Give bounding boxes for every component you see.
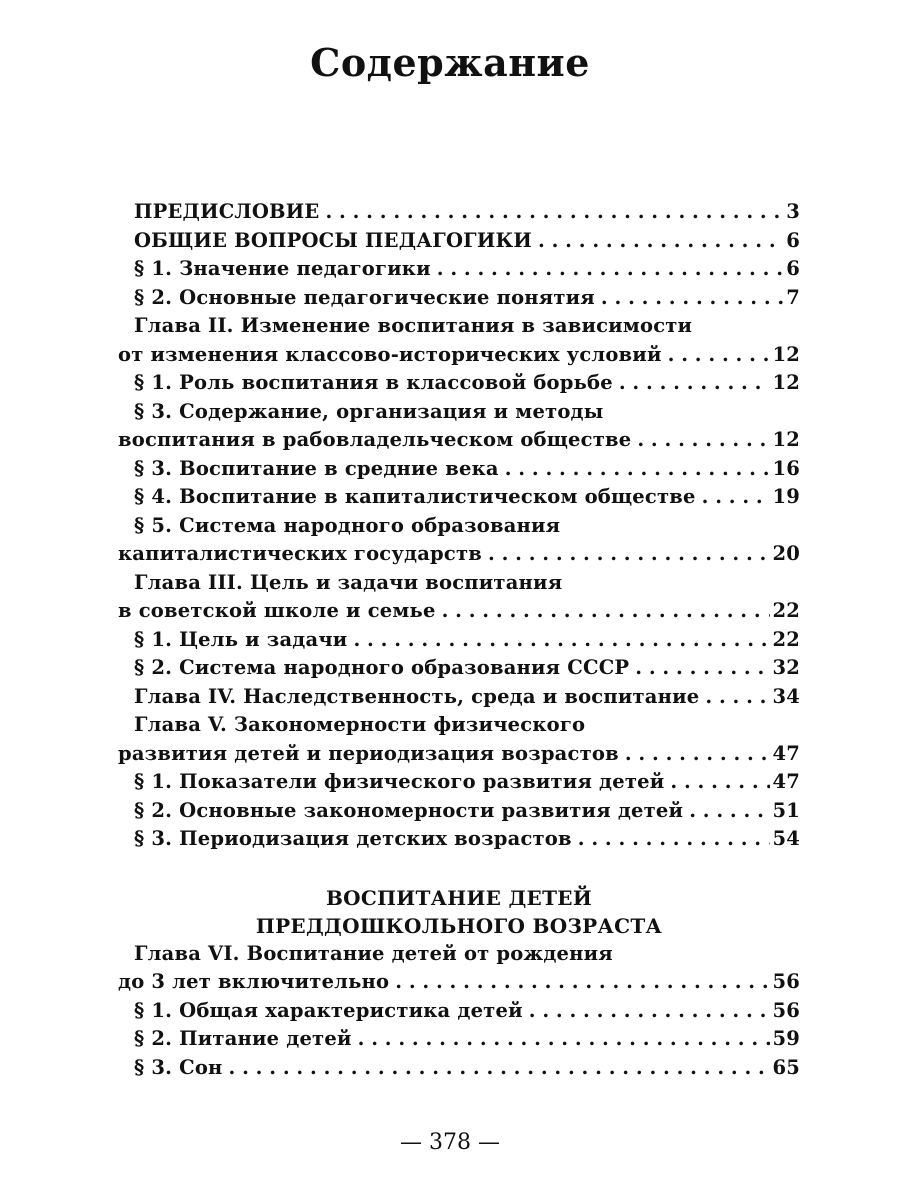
toc-entry — [118, 654, 800, 683]
toc-entry-text: § 3. Содержание, организация и методы — [134, 399, 604, 423]
toc-entry-row — [118, 1054, 800, 1083]
section-heading-line: ПРЕДДОШКОЛЬНОГО ВОЗРАСТА — [255, 913, 663, 938]
toc-page-number: 7 — [786, 285, 800, 309]
toc-entry — [118, 1054, 800, 1083]
toc-entry-row — [118, 1025, 800, 1054]
toc-page-number: 3 — [786, 200, 800, 223]
toc-page-number: 34 — [772, 684, 800, 708]
dot-leader — [229, 1054, 771, 1083]
dot-leader — [601, 284, 784, 313]
toc-entry — [118, 797, 800, 826]
toc-entry-row — [118, 426, 800, 455]
toc-entry-row — [118, 797, 800, 826]
toc-entry-text: § 1. Значение педагогики — [134, 257, 431, 280]
toc-entry-text: ПРЕДИСЛОВИЕ — [134, 200, 320, 223]
toc-entry-row — [118, 683, 800, 712]
dot-leader — [505, 455, 771, 484]
toc-entry-text: до 3 лет включительно — [118, 970, 390, 993]
dot-leader — [488, 540, 770, 569]
toc-page-number: 22 — [772, 627, 800, 651]
toc-entry-row — [118, 626, 800, 655]
toc-entry-text: § 5. Система народного образования — [134, 513, 561, 537]
toc-entry-row — [118, 284, 800, 313]
toc-entry-text: § 2. Основные педагогические понятия — [134, 285, 595, 309]
toc-entry-row — [118, 255, 800, 284]
dot-leader — [670, 768, 770, 797]
toc-entry-row — [118, 968, 800, 997]
dot-leader — [702, 483, 771, 512]
dot-leader — [619, 369, 771, 398]
toc-page-number: 65 — [772, 1055, 800, 1079]
toc-entry-text: § 1. Цель и задачи — [134, 627, 348, 651]
toc-page-number: 12 — [772, 342, 800, 366]
toc-entry-text: Глава II. Изменение воспитания в зависимости — [134, 314, 693, 337]
toc-entry-text: ОБЩИЕ ВОПРОСЫ ПЕДАГОГИКИ — [134, 228, 533, 252]
toc-entry-row — [118, 997, 800, 1026]
dot-leader — [437, 255, 784, 284]
toc-entry-row — [118, 540, 800, 569]
dot-leader — [625, 740, 771, 769]
toc-entry-text: развития детей и периодизация возрастов — [118, 741, 619, 765]
toc-entry-text: § 3. Периодизация детских возрастов — [134, 827, 572, 850]
toc-entry — [118, 369, 800, 398]
table-of-contents — [118, 198, 800, 1082]
dot-leader — [578, 825, 771, 854]
toc-entry — [118, 483, 800, 512]
dot-leader — [668, 341, 771, 370]
dot-leader — [358, 1025, 771, 1054]
dot-leader — [635, 654, 770, 683]
toc-entry-text: от изменения классово-исторических условий — [118, 342, 662, 366]
section-heading-line: ВОСПИТАНИЕ ДЕТЕЙ — [325, 885, 593, 910]
dot-leader — [395, 968, 770, 997]
toc-entry — [118, 683, 800, 712]
dot-leader — [689, 797, 770, 826]
toc-entry-text: § 1. Общая характеристика детей — [134, 998, 523, 1022]
toc-entry-text: Глава V. Закономерности физического — [134, 713, 586, 736]
toc-page-number: 20 — [772, 542, 800, 565]
toc-entry — [118, 825, 800, 854]
toc-entry — [118, 626, 800, 655]
dot-leader — [325, 198, 784, 227]
toc-entry-text: в советской школе и семье — [118, 599, 436, 622]
toc-page-number: 32 — [772, 656, 800, 679]
toc-entry-row — [118, 654, 800, 683]
toc-entry-text: § 4. Воспитание в капиталистическом обществе — [134, 485, 696, 508]
toc-page-number: 16 — [772, 456, 800, 480]
toc-entry-row — [118, 369, 800, 398]
toc-entry-row — [118, 341, 800, 370]
toc-page-number: 54 — [772, 827, 800, 850]
toc-entry — [118, 312, 800, 369]
toc-entry — [118, 512, 800, 569]
page-title: Содержание — [310, 40, 590, 85]
toc-entry-text: воспитания в рабовладельческом обществе — [118, 428, 632, 451]
toc-page-number: 56 — [772, 998, 800, 1022]
toc-entry-row — [118, 455, 800, 484]
dot-leader — [637, 426, 770, 455]
dot-leader — [442, 597, 771, 626]
dot-leader — [538, 227, 784, 256]
dot-leader — [353, 626, 770, 655]
toc-page-number: 6 — [786, 257, 800, 280]
toc-entry-text: Глава III. Цель и задачи воспитания — [134, 570, 563, 594]
toc-entry — [118, 198, 800, 227]
toc-entry-text: § 1. Показатели физического развития детей — [134, 770, 665, 793]
toc-page-number: 22 — [772, 599, 800, 622]
toc-entry-row — [118, 597, 800, 626]
toc-entry-row — [118, 483, 800, 512]
toc-entry-text: § 2. Система народного образования СССР — [134, 656, 630, 679]
toc-entry-row — [118, 740, 800, 769]
toc-entry — [118, 1025, 800, 1054]
section-heading — [118, 884, 800, 940]
toc-entry-text: § 3. Воспитание в средние века — [134, 456, 499, 480]
page-number: — 378 — — [400, 1130, 500, 1155]
toc-entry — [118, 997, 800, 1026]
toc-entry — [118, 398, 800, 455]
toc-page-number: 56 — [772, 970, 800, 993]
toc-page-number: 47 — [772, 741, 800, 765]
toc-page-number: 59 — [772, 1027, 800, 1050]
toc-entry — [118, 940, 800, 997]
toc-entry — [118, 227, 800, 256]
toc-entry-text: Глава VI. Воспитание детей от рождения — [134, 941, 613, 965]
toc-entry — [118, 569, 800, 626]
toc-entry — [118, 255, 800, 284]
toc-entry-row — [118, 227, 800, 256]
toc-page-number: 51 — [772, 798, 800, 822]
toc-page-number: 19 — [772, 485, 800, 508]
toc-entry — [118, 284, 800, 313]
toc-entry-row — [118, 768, 800, 797]
toc-entry-row — [118, 198, 800, 227]
toc-entry — [118, 711, 800, 768]
dot-leader — [705, 683, 770, 712]
toc-entry-text: капиталистических государств — [118, 542, 482, 565]
toc-page-number: 12 — [772, 428, 800, 451]
toc-entry — [118, 455, 800, 484]
toc-entry-text: Глава IV. Наследственность, среда и воспитание — [134, 684, 700, 708]
toc-page-number: 47 — [772, 770, 800, 793]
toc-entry-text: § 2. Питание детей — [134, 1027, 352, 1050]
toc-entry-text: § 1. Роль воспитания в классовой борьбе — [134, 371, 613, 394]
toc-entry-row — [118, 825, 800, 854]
toc-page-number: 6 — [786, 228, 800, 252]
dot-leader — [529, 997, 771, 1026]
toc-entry — [118, 768, 800, 797]
toc-entry-text: § 3. Сон — [134, 1055, 223, 1079]
toc-entry-text: § 2. Основные закономерности развития детей — [134, 798, 684, 822]
toc-page-number: 12 — [772, 371, 800, 394]
